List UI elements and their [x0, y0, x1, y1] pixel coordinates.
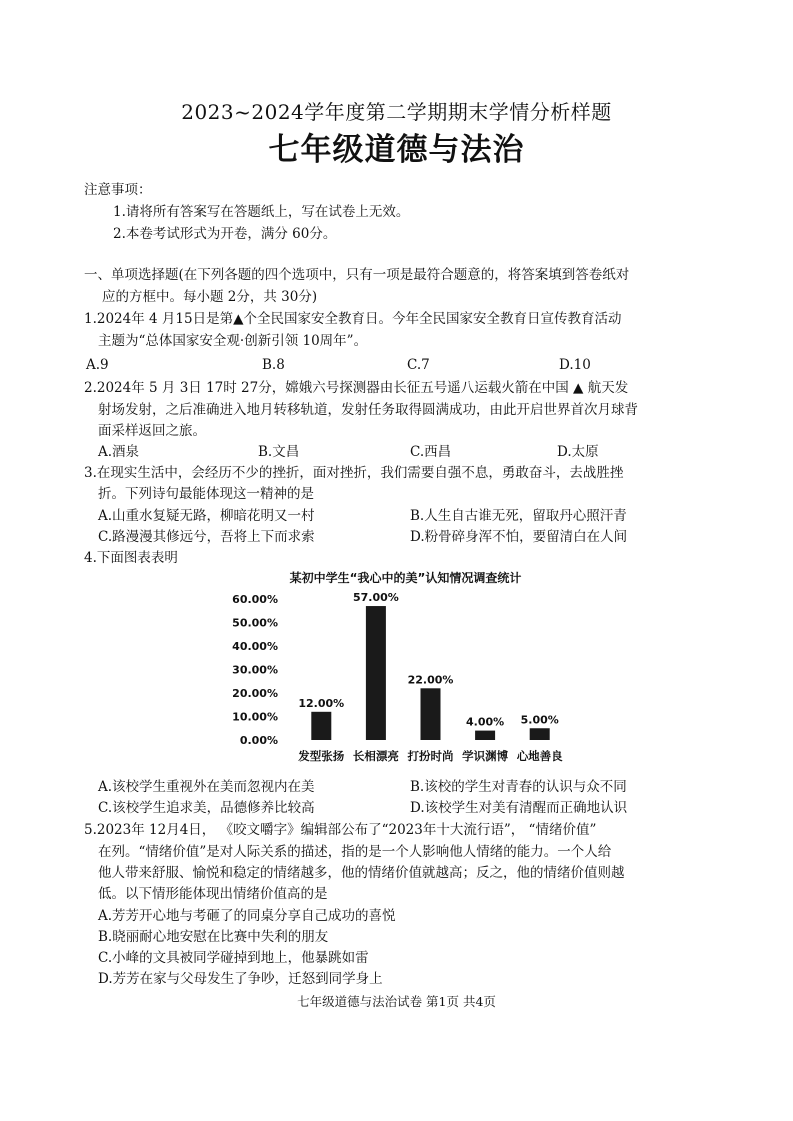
- q2-option-b: B.文昌: [258, 444, 300, 460]
- y-tick-label: 20.00%: [232, 687, 278, 700]
- q4-option-c: C.该校学生追求美，品德修养比较高: [98, 800, 315, 816]
- notes-item-1: 1.请将所有答案写在答题纸上，写在试卷上无效。: [113, 204, 410, 220]
- section1-heading-line2: 应的方框中。每小题 2分，共 30分): [102, 289, 318, 305]
- q1-stem-line1: 1.2024年 4 月15日是第▲个全民国家安全教育日。今年全民国家安全教育日宣传教育活动: [84, 311, 622, 327]
- q2-option-a: A.酒泉: [98, 444, 140, 460]
- notes-item-2: 2.本卷考试形式为开卷，满分 60分。: [113, 226, 337, 242]
- q1-option-b: B.8: [262, 357, 285, 373]
- bar: [530, 728, 550, 740]
- q3-option-b: B.人生自古谁无死，留取丹心照汗青: [410, 508, 627, 524]
- q2-stem-line2: 射场发射，之后准确进入地月转移轨道，发射任务取得圆满成功，由此开启世界首次月球背: [98, 402, 638, 418]
- q1-stem-line2: 主题为“总体国家安全观·创新引领 10周年”。: [98, 333, 368, 349]
- y-tick-label: 30.00%: [232, 663, 278, 677]
- q3-option-d: D.粉骨碎身浑不怕，要留清白在人间: [410, 529, 628, 545]
- exam-subject-title: 七年级道德与法治: [268, 132, 525, 168]
- y-tick-label: 10.00%: [232, 710, 278, 724]
- q4-stem: 4.下面图表表明: [84, 550, 178, 566]
- q3-stem-line1: 3.在现实生活中，会经历不少的挫折，面对挫折，我们需要自强不息，勇敢奋斗，去战胜挫: [84, 465, 624, 481]
- q2-option-c: C.西昌: [410, 444, 452, 460]
- chart-title: 某初中学生“我心中的美”认知情况调查统计: [289, 571, 522, 585]
- q3-option-a: A.山重水复疑无路，柳暗花明又一村: [98, 508, 315, 524]
- q5-option-c: C.小峰的文具被同学碰掉到地上，他暴跳如雷: [98, 950, 369, 966]
- q5-stem-line2: 在列。“情绪价值”是对人际关系的描述，指的是一个人影响他人情绪的能力。一个人给: [98, 844, 612, 860]
- data-label: 4.00%: [466, 715, 505, 729]
- notes-heading: 注意事项：: [84, 182, 152, 198]
- page-footer: 七年级道德与法治试卷 第1页 共4页: [297, 994, 496, 1009]
- data-label: 12.00%: [298, 696, 345, 710]
- y-tick-label: 50.00%: [232, 616, 278, 630]
- x-tick-label: 心地善良: [516, 749, 563, 763]
- x-tick-label: 发型张扬: [298, 749, 345, 763]
- exam-title-line1: 2023~2024学年度第二学期期末学情分析样题: [181, 100, 612, 124]
- q2-stem-line3: 面采样返回之旅。: [98, 423, 206, 439]
- q3-option-c: C.路漫漫其修远兮，吾将上下而求索: [98, 529, 315, 545]
- q1-option-c: C.7: [407, 357, 430, 373]
- q5-option-b: B.晓丽耐心地安慰在比赛中失利的朋友: [98, 929, 329, 945]
- x-tick-label: 打扮时尚: [407, 749, 454, 763]
- bar: [366, 606, 386, 740]
- q2-stem-line1: 2.2024年 5 月 3日 17时 27分，嫦娥六号探测器由长征五号遥八运载火箭在中国 ▲ 航天发: [84, 380, 629, 396]
- data-label: 5.00%: [520, 713, 559, 727]
- bar: [421, 688, 441, 740]
- x-tick-label: 学识渊博: [462, 749, 509, 763]
- q4-option-b: B.该校的学生对青春的认识与众不同: [410, 779, 627, 795]
- q2-option-d: D.太原: [557, 444, 599, 460]
- section1-heading-line1: 一、单项选择题(在下列各题的四个选项中，只有一项是最符合题意的，将答案填到答卷纸对: [84, 267, 630, 283]
- q5-option-a: A.芳芳开心地与考砸了的同桌分享自己成功的喜悦: [98, 908, 396, 924]
- q4-option-d: D.该校学生对美有清醒而正确地认识: [410, 800, 628, 816]
- q5-stem-line1: 5.2023年 12月4日， 《咬文嚼字》编辑部公布了“2023年十大流行语”， “情绪价值”: [84, 822, 597, 838]
- q1-option-a: A.9: [86, 357, 109, 373]
- q1-option-d: D.10: [559, 357, 591, 373]
- data-label: 57.00%: [352, 591, 399, 605]
- survey-bar-chart: [228, 565, 583, 765]
- q5-option-d: D.芳芳在家与父母发生了争吵，迁怒到同学身上: [98, 971, 383, 987]
- data-label: 22.00%: [407, 673, 454, 687]
- q4-option-a: A.该校学生重视外在美而忽视内在美: [98, 779, 315, 795]
- q5-stem-line3: 他人带来舒服、愉悦和稳定的情绪越多，他的情绪价值就越高；反之，他的情绪价值则越: [98, 865, 625, 881]
- q3-stem-line2: 折。下列诗句最能体现这一精神的是: [98, 486, 314, 502]
- chart-plot: [228, 565, 583, 765]
- y-tick-label: 60.00%: [232, 593, 278, 606]
- bar: [311, 712, 331, 740]
- bar: [475, 731, 495, 740]
- q5-stem-line4: 低。以下情形能体现出情绪价值高的是: [98, 886, 328, 902]
- y-tick-label: 40.00%: [232, 640, 278, 653]
- x-tick-label: 长相漂亮: [352, 749, 399, 763]
- y-tick-label: 0.00%: [239, 734, 278, 747]
